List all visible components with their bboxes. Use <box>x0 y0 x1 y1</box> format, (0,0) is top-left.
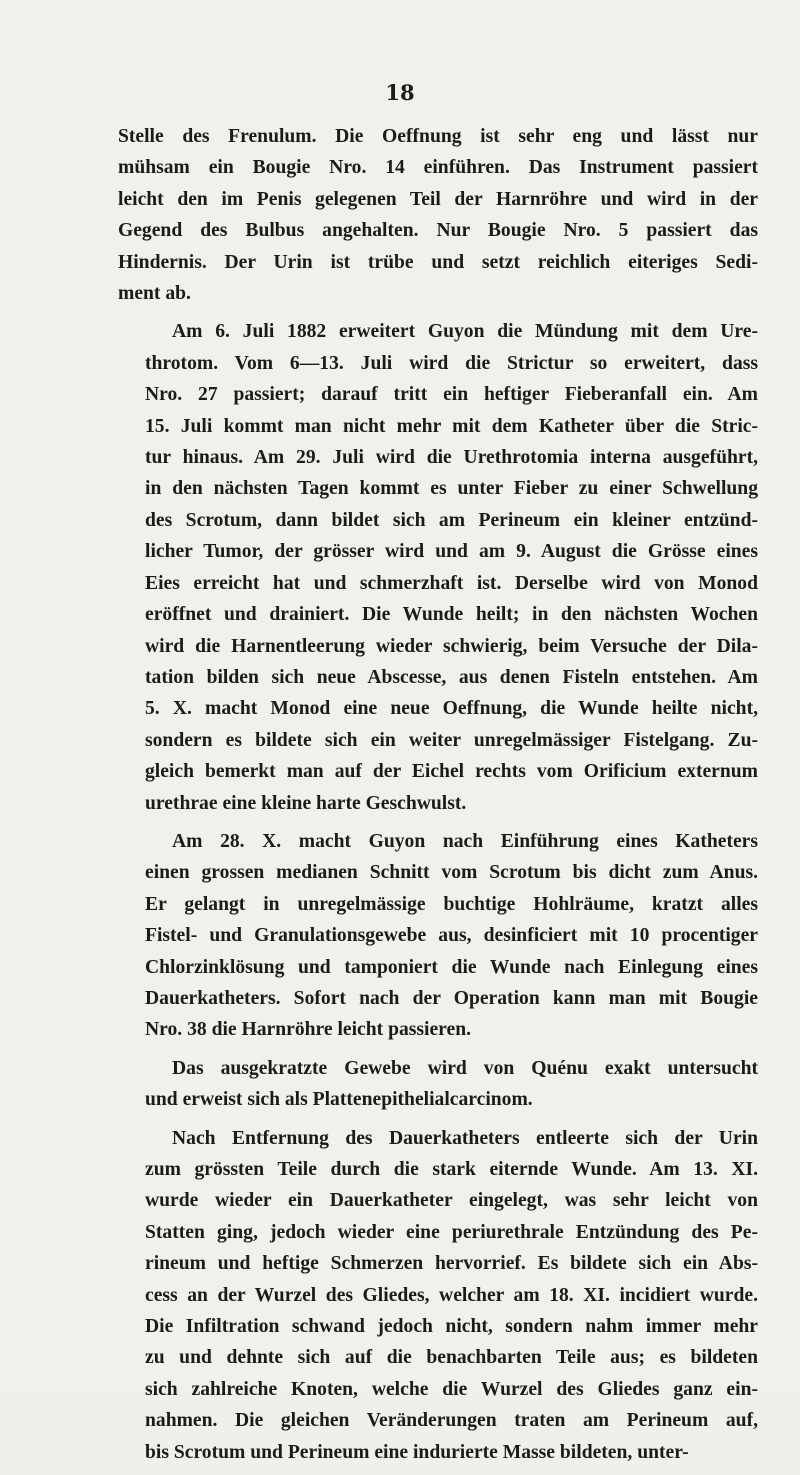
text-line: wurde wieder ein Dauerkatheter eingelegt, was sehr leicht von <box>145 1190 758 1212</box>
body-text <box>118 121 758 1475</box>
text-line: eröffnet und drainiert. Die Wunde heilt; in den nächsten Wochen <box>145 604 758 626</box>
text-line: Das ausgekratzte Gewebe wird von Quénu exakt untersucht <box>172 1057 758 1079</box>
text-line: licher Tumor, der grösser wird und am 9. August die Grösse eines <box>145 541 758 563</box>
text-line: Gegend des Bulbus angehalten. Nur Bougie Nro. 5 passiert das <box>118 220 758 242</box>
text-line: cess an der Wurzel des Gliedes, welcher am 18. XI. incidiert wurde. <box>145 1284 758 1306</box>
text-line: in den nächsten Tagen kommt es unter Fieber zu einer Schwellung <box>145 478 758 500</box>
text-line: zum grössten Teile durch die stark eiternde Wunde. Am 13. XI. <box>145 1159 758 1180</box>
text-line: Nach Entfernung des Dauerkatheters entleerte sich der Urin <box>172 1127 758 1149</box>
text-line: sondern es bildete sich ein weiter unregelmässiger Fistelgang. Zu- <box>145 729 758 751</box>
text-line: 5. X. macht Monod eine neue Oeffnung, die Wunde heilte nicht, <box>145 698 758 720</box>
text-line: einen grossen medianen Schnitt vom Scrotum bis dicht zum Anus. <box>145 862 758 884</box>
text-line: urethrae eine kleine harte Geschwulst. <box>145 792 467 814</box>
page-number: 18 <box>385 80 415 105</box>
text-line: sich zahlreiche Knoten, welche die Wurzel des Gliedes ganz ein- <box>145 1378 758 1400</box>
text-line: Stelle des Frenulum. Die Oeffnung ist sehr eng und lässt nur <box>118 126 758 147</box>
text-line: Fistel- und Granulationsgewebe aus, desinficiert mit 10 procentiger <box>145 925 758 947</box>
text-line: bis Scrotum und Perineum eine indurierte Masse bildeten, unter- <box>145 1441 689 1463</box>
text-line: Hindernis. Der Urin ist trübe und setzt reichlich eiteriges Sedi- <box>118 251 758 273</box>
text-line: Er gelangt in unregelmässige buchtige Hohlräume, kratzt alles <box>145 893 758 915</box>
text-line: mühsam ein Bougie Nro. 14 einführen. Das Instrument passiert <box>118 157 758 179</box>
text-line: Am 28. X. macht Guyon nach Einführung eines Katheters <box>172 830 758 852</box>
text-line: Eies erreicht hat und schmerzhaft ist. Derselbe wird von Monod <box>145 572 758 594</box>
text-line: tur hinaus. Am 29. Juli wird die Urethrotomia interna ausgeführt, <box>145 447 758 469</box>
text-line: gleich bemerkt man auf der Eichel rechts vom Orificium externum <box>145 761 758 783</box>
text-line: 15. Juli kommt man nicht mehr mit dem Katheter über die Stric- <box>145 415 758 437</box>
text-line: throtom. Vom 6—13. Juli wird die Strictur so erweitert, dass <box>145 352 758 374</box>
text-line: nahmen. Die gleichen Veränderungen traten am Perineum auf, <box>145 1410 758 1432</box>
text-line: Nro. 38 die Harnröhre leicht passieren. <box>145 1019 471 1041</box>
paragraph <box>118 1053 758 1116</box>
paragraph <box>118 316 758 819</box>
text-line: ment ab. <box>118 283 191 305</box>
text-line: tation bilden sich neue Abscesse, aus denen Fisteln entstehen. Am <box>145 666 758 688</box>
text-line: Die Infiltration schwand jedoch nicht, sondern nahm immer mehr <box>145 1316 758 1338</box>
text-line: Dauerkatheters. Sofort nach der Operation kann man mit Bougie <box>145 987 758 1009</box>
paragraph <box>118 826 758 1046</box>
text-line: und erweist sich als Plattenepithelialcarcinom. <box>145 1089 533 1111</box>
text-line: zu und dehnte sich auf die benachbarten Teile aus; es bildeten <box>145 1347 758 1369</box>
text-line: wird die Harnentleerung wieder schwierig, beim Versuche der Dila- <box>145 635 758 657</box>
text-line: Chlorzinklösung und tamponiert die Wunde nach Einlegung eines <box>145 956 758 978</box>
paragraph <box>118 121 758 309</box>
text-line: Nro. 27 passiert; darauf tritt ein heftiger Fieberanfall ein. Am <box>145 384 758 406</box>
text-line: Am 6. Juli 1882 erweitert Guyon die Mündung mit dem Ure- <box>172 321 758 343</box>
text-line: rineum und heftige Schmerzen hervorrief. Es bildete sich ein Abs- <box>145 1253 758 1275</box>
text-line: leicht den im Penis gelegenen Teil der Harnröhre und wird in der <box>118 188 758 210</box>
paragraph <box>118 1123 758 1468</box>
text-line: Statten ging, jedoch wieder eine periurethrale Entzündung des Pe- <box>145 1221 758 1243</box>
text-line: des Scrotum, dann bildet sich am Perineum ein kleiner entzünd- <box>145 509 758 531</box>
